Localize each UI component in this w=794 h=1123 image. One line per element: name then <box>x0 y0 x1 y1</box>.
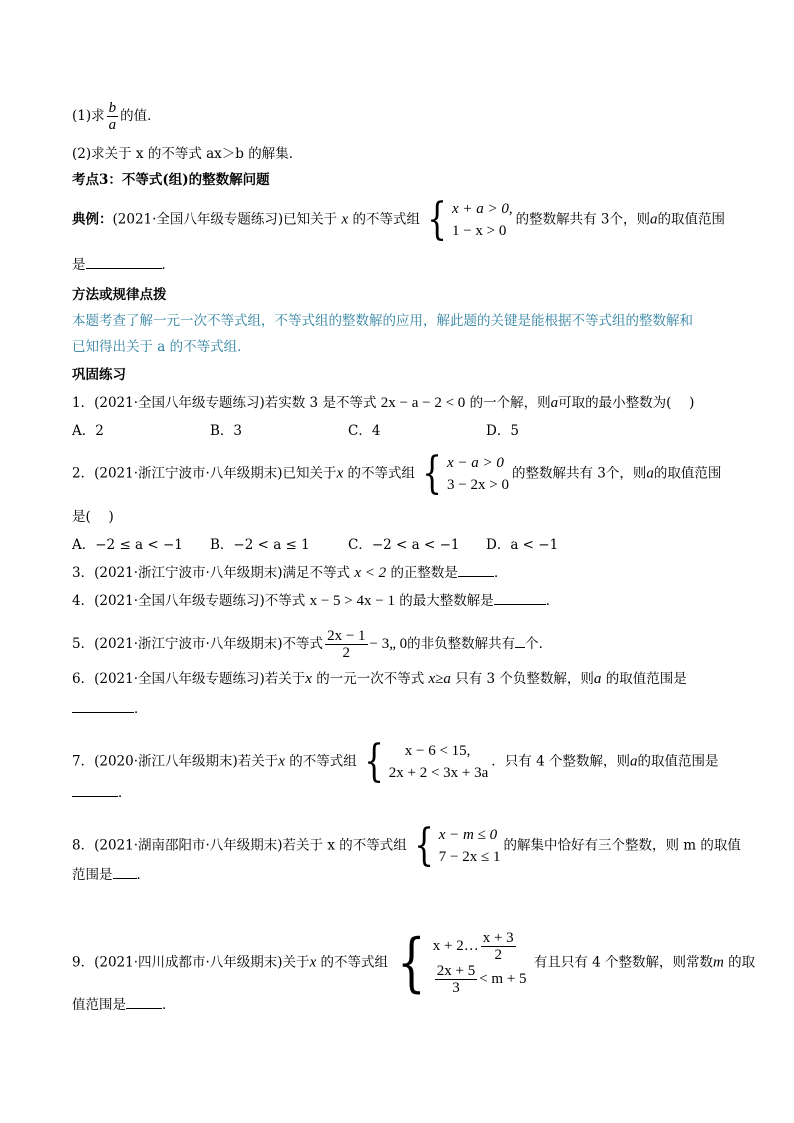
answer-blank[interactable] <box>72 784 118 797</box>
answer-blank[interactable] <box>515 635 525 648</box>
problem-7: 7．(2020·浙江八年级期末)若关于x 的不等式组 { x − 6 < 15, 2x + 2 < 3x + 3a ．只有 4 个整数解，则a的取值范围是 <box>72 736 719 787</box>
problem-5: 5．(2021·浙江宁波市·八年级期末)不等式 $\frac{2x - 1}{2}$ − 3„ 0的非负整数解共有 个． <box>72 628 553 661</box>
example-label: 典例： <box>72 211 113 228</box>
problem-4: 4．(2021·全国八年级专题练习)不等式 x − 5 > 4x − 1 的最大整数解是 ． <box>72 593 560 609</box>
problem-1: 1．(2021·全国八年级专题练习)若实数 3 是不等式 2x − a − 2 < 0 的一个解，则a可取的最小整数为( ) <box>72 395 695 411</box>
p2-option-d[interactable]: D．a < −1 <box>486 537 559 553</box>
q1-part2: (2)求关于 x 的不等式 ax＞b 的解集． <box>72 146 303 162</box>
inequality-system: { x − 6 < 15, 2x + 2 < 3x + 3a <box>363 736 489 787</box>
answer-blank[interactable] <box>126 996 162 1009</box>
section-heading: 考点3：不等式(组)的整数解问题 <box>72 172 270 188</box>
q1-part1-suffix: 的值． <box>120 108 161 124</box>
q1-part1-prefix: (1)求 <box>72 108 105 124</box>
inequality-system: { x + 2… $\frac{x + 3}{2}$ $\frac{2x + 5}{3}$ < m + 5 <box>397 926 527 1000</box>
p2-option-a[interactable]: A．−2 ≤ a < −1 <box>72 537 183 553</box>
problem-8: 8．(2021·湖南邵阳市·八年级期末)若关于 x 的不等式组 { x − m ≤ 0 7 − 2x ≤ 1 的解集中恰好有三个整数，则 m 的取值 <box>72 820 741 871</box>
answer-blank[interactable] <box>72 700 134 713</box>
p1-option-a[interactable]: A．2 <box>72 423 104 439</box>
problem-3: 3．(2021·浙江宁波市·八年级期末)满足不等式 x < 2 的正整数是 ． <box>72 565 508 581</box>
p2-option-b[interactable]: B．−2 < a ≤ 1 <box>210 537 310 553</box>
problem-9: 9．(2021·四川成都市·八年级期末)关于x 的不等式组 { x + 2… $\frac{x + 3}{2}$ $\frac{2x + 5}{3}$ < m + 5 有且只有 4 个整数解，则常数m 的取 <box>72 926 756 1000</box>
problem-7-answer: ． <box>72 784 132 802</box>
practice-heading: 巩固练习 <box>72 367 126 383</box>
fraction: $\frac{2x - 1}{2}$ <box>327 628 366 661</box>
problem-2-cont: 是( ) <box>72 509 114 525</box>
problem-2: 2．(2021·浙江宁波市·八年级期末)已知关于x 的不等式组 { x − a > 0 3 − 2x > 0 的整数解共有 3个，则a的取值范围 <box>72 448 722 499</box>
method-heading: 方法或规律点拨 <box>72 287 167 303</box>
problem-6-answer: ． <box>72 700 148 718</box>
problem-9-cont: 值范围是 ． <box>72 997 176 1013</box>
fraction-b-over-a: $\frac{b}{a}$ <box>108 100 117 133</box>
inequality-system: { x − a > 0 3 − 2x > 0 <box>422 448 509 499</box>
answer-blank[interactable] <box>113 866 137 879</box>
inequality-system: { x − m ≤ 0 7 − 2x ≤ 1 <box>413 820 501 871</box>
method-line-2: 已知得出关于 a 的不等式组． <box>72 339 251 355</box>
problem-6: 6．(2021·全国八年级专题练习)若关于x 的一元一次不等式 x≥a 只有 3 个负整数解，则a 的取值范围是 <box>72 671 687 687</box>
example-line: 典例：(2021·全国八年级专题练习)已知关于 x 的不等式组 { x + a > 0, 1 − x > 0 的整数解共有 3个，则a的取值范围 <box>72 194 725 245</box>
p1-option-c[interactable]: C．4 <box>348 423 381 439</box>
answer-blank[interactable] <box>494 592 546 605</box>
answer-blank[interactable] <box>458 564 494 577</box>
inequality-system: { x + a > 0, 1 − x > 0 <box>427 194 513 245</box>
p1-option-b[interactable]: B．3 <box>210 423 243 439</box>
method-line-1: 本题考查了解一元一次不等式组，不等式组的整数解的应用，解此题的关键是能根据不等式组的整数解和 <box>72 313 693 329</box>
q1-part1 <box>72 100 161 133</box>
p1-option-d[interactable]: D．5 <box>486 423 519 439</box>
answer-blank[interactable] <box>86 256 162 269</box>
example-answer-line: 是 ． <box>72 257 175 273</box>
problem-8-cont: 范围是 ． <box>72 867 150 883</box>
p2-option-c[interactable]: C．−2 < a < −1 <box>348 537 460 553</box>
